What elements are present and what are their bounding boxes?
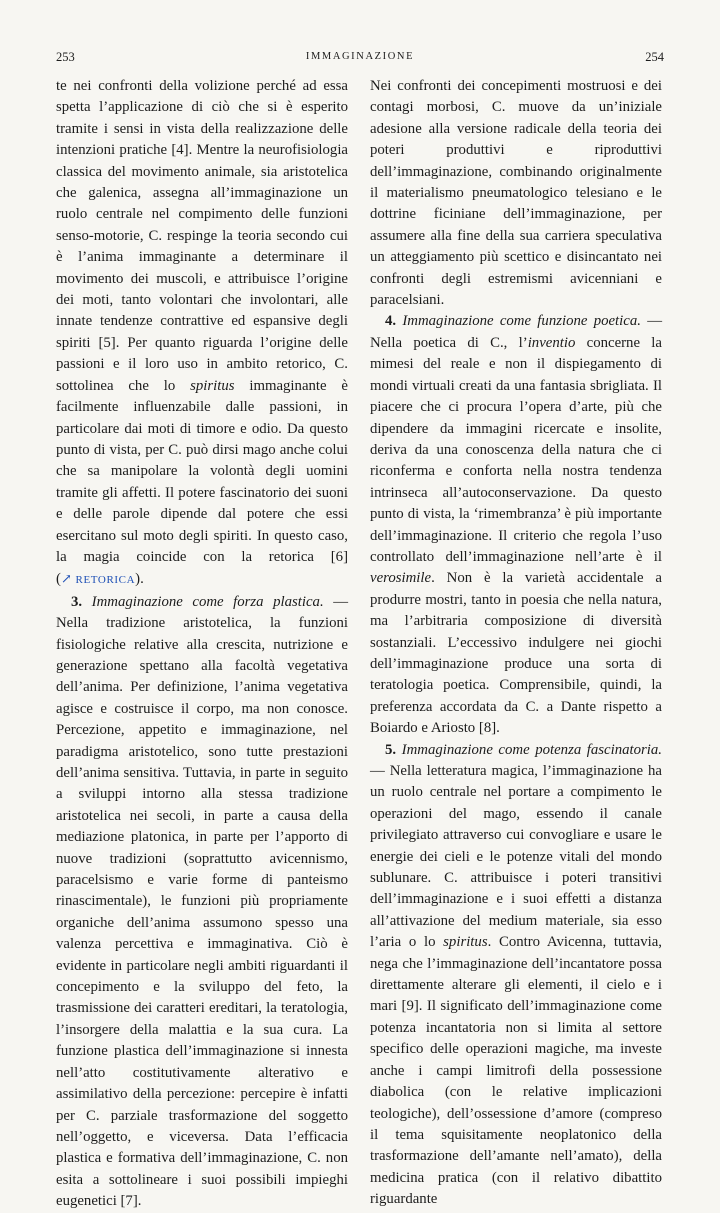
running-title: IMMAGINAZIONE — [305, 51, 415, 62]
page-number-right: 254 — [645, 50, 664, 64]
section-title: Immaginazione come potenza fascinatoria. — [401, 741, 662, 758]
italic-term: inventio — [527, 334, 576, 351]
italic-term: verosimile — [370, 570, 432, 587]
arrow-northeast-icon: ↗ — [60, 571, 72, 587]
section-number: 5. — [385, 741, 397, 758]
cross-reference-link[interactable]: ↗ RETORICA — [60, 571, 136, 587]
left-column — [56, 76, 348, 1210]
running-header — [56, 50, 664, 68]
page-number-left: 253 — [56, 50, 75, 64]
right-column — [370, 76, 662, 1208]
section-number: 3. — [71, 593, 83, 610]
paragraph: te nei confronti della volizione perché ad essa spetta l’applicazione di ciò che si è esperito tramite i sensi in vista della realizzazione delle intenzioni pratiche [4]. Mentre la neurofisiologia classica del movimento animale, sia aristotelica che galenica, assegna all’immaginazione un ruolo centrale nel compimento delle funzioni senso-motorie, C. respinge la teoria secondo cui è l’anima immaginante a determinare il movimento dei muscoli, e attribuisce l’origine dei moti, tanto volontari che involontari, alle innate tendenze contrattive ed espansive degli spiriti [5]. Per quanto riguarda l’origine delle passioni e il loro uso in ambito retorico, C. sottolinea che lo spiritus immaginante è facilmente influenzabile dalle passioni, in particolare dai moti di timore e odio. Da questo punto di vista, per C. può dirsi mago anche colui che sa manipolare la volontà degli uomini tramite gli affetti. Il potere fascinatorio dei suoni e delle parole dipende dal potere che essi esercitano sul moto degli spiriti. In questo caso, la magia coincide con la retorica [6] (↗ RETORICA). — [56, 78, 348, 588]
section-number: 4. — [385, 313, 397, 330]
section-paragraph: 4. Immaginazione come funzione poetica. — Nella poetica di C., l’inventio concerne la mimesi del reale e non il dispiegamento di mondi virtuali creati da una fantasia sbrigliata. Il piacere che ci procura l’opera d’arte, più che dipendere da immagini ricercate e insolite, deriva da una conoscenza della natura che ci riconferma e conforta nella nostra tendenza intrinseca all’autoconservazione. Da questo punto di vista, la ‘rimembranza’ è più importante dell’immaginazione. Il criterio che regola l’uso controllato dell’immaginazione nell’arte è il verosimile. Non è la varietà accidentale a produrre mostri, tanto in poesia che nella natura, ma l’arbitraria composizione di diversità sostanziali. L’eccessivo indulgere nei giochi dell’immaginazione produce una sorta di teratologia poetica. Comprensibile, quindi, la preferenza accordata da C. a Dante rispetto a Boiardo e Ariosto [8]. — [370, 313, 662, 737]
section-paragraph: 3. Immaginazione come forza plastica. — Nella tradizione aristotelica, la funzioni fisiologiche relative alla crescita, nutrizione e generazione spettano alla facoltà vegetativa dell’anima. Per definizione, l’anima vegetativa agisce e costruisce il corpo, ma non conosce. Percezione, appetito e immaginazione, nel paradigma aristotelico, sono tutte prestazioni dell’anima sensitiva. Tuttavia, in parte in seguito a sviluppi intorno alla stessa tradizione aristotelica nei secoli, in parte a causa della mediazione platonica, in parte per l’apporto di nuove tradizioni (soprattutto avicennismo, paracelsismo e varie forme di panteismo rinascimentale), le funzioni più propriamente organiche dell’anima assumono spesso una valenza percettiva e immaginativa. Ciò è evidente in particolare negli ambiti riguardanti il concepimento e la sviluppo del feto, la trasmissione dei caratteri ereditari, la teratologia, l’insorgere della malattia e la sua cura. La funzione plastica dell’immaginazione si innesta nell’atto costitutivamente alterativo e assimilativo della percezione: percepire è infatti per C. parziale trasformazione del soggetto nell’oggetto, e viceversa. Data l’efficacia plastica e formativa dell’immaginazione, C. non esita a sottolineare i suoi possibili impieghi eugenetici [7]. — [56, 593, 348, 1210]
section-title: Immaginazione come funzione poetica. — [402, 313, 641, 330]
section-title: Immaginazione come forza plastica. — [91, 593, 324, 610]
italic-term: spiritus — [190, 377, 235, 394]
italic-term: spiritus — [443, 934, 488, 951]
section-paragraph: 5. Immaginazione come potenza fascinatoria. — Nella letteratura magica, l’immaginazione ha un ruolo centrale nel portare a compimento le operazioni del mago, essendo il canale privilegiato attraverso cui convogliare e usare le energie dei cieli e le potenze vitali del mondo sublunare. C. attribuisce i poteri transitivi dell’immaginazione e i suoi effetti a distanza all’attivazione del medium materiale, sia esso l’aria o lo spiritus. Contro Avicenna, tuttavia, nega che l’immaginazione dell’incantatore possa direttamente alterare gli elementi, il cielo e i mari [9]. Il significato dell’immaginazione come potenza incantatoria non si limita al settore specifico delle operazioni magiche, ma investe anche i campi limitrofi della possessione diabolica (con le relative implicazioni teologiche), dell’ossessione d’amore (compreso il tema squisitamente neoplatonico della trasformazione dell’amante nell’amato), della medicina pratica (con il relativo dibattito riguardante — [370, 741, 662, 1208]
paragraph: Nei confronti dei concepimenti mostruosi e dei contagi morbosi, C. muove da un’iniziale adesione alla versione radicale della teoria dei poteri produttivi e riproduttivi dell’immaginazione, combinando originalmente il materialismo pneumatologico telesiano e le dottrine ficiniane dell’immaginazione, per assumere alla fine della sua carriera speculativa un atteggiamento più scettico e disincantato nei confronti degli estremismi avicenniani e paracelsiani. — [370, 78, 662, 309]
